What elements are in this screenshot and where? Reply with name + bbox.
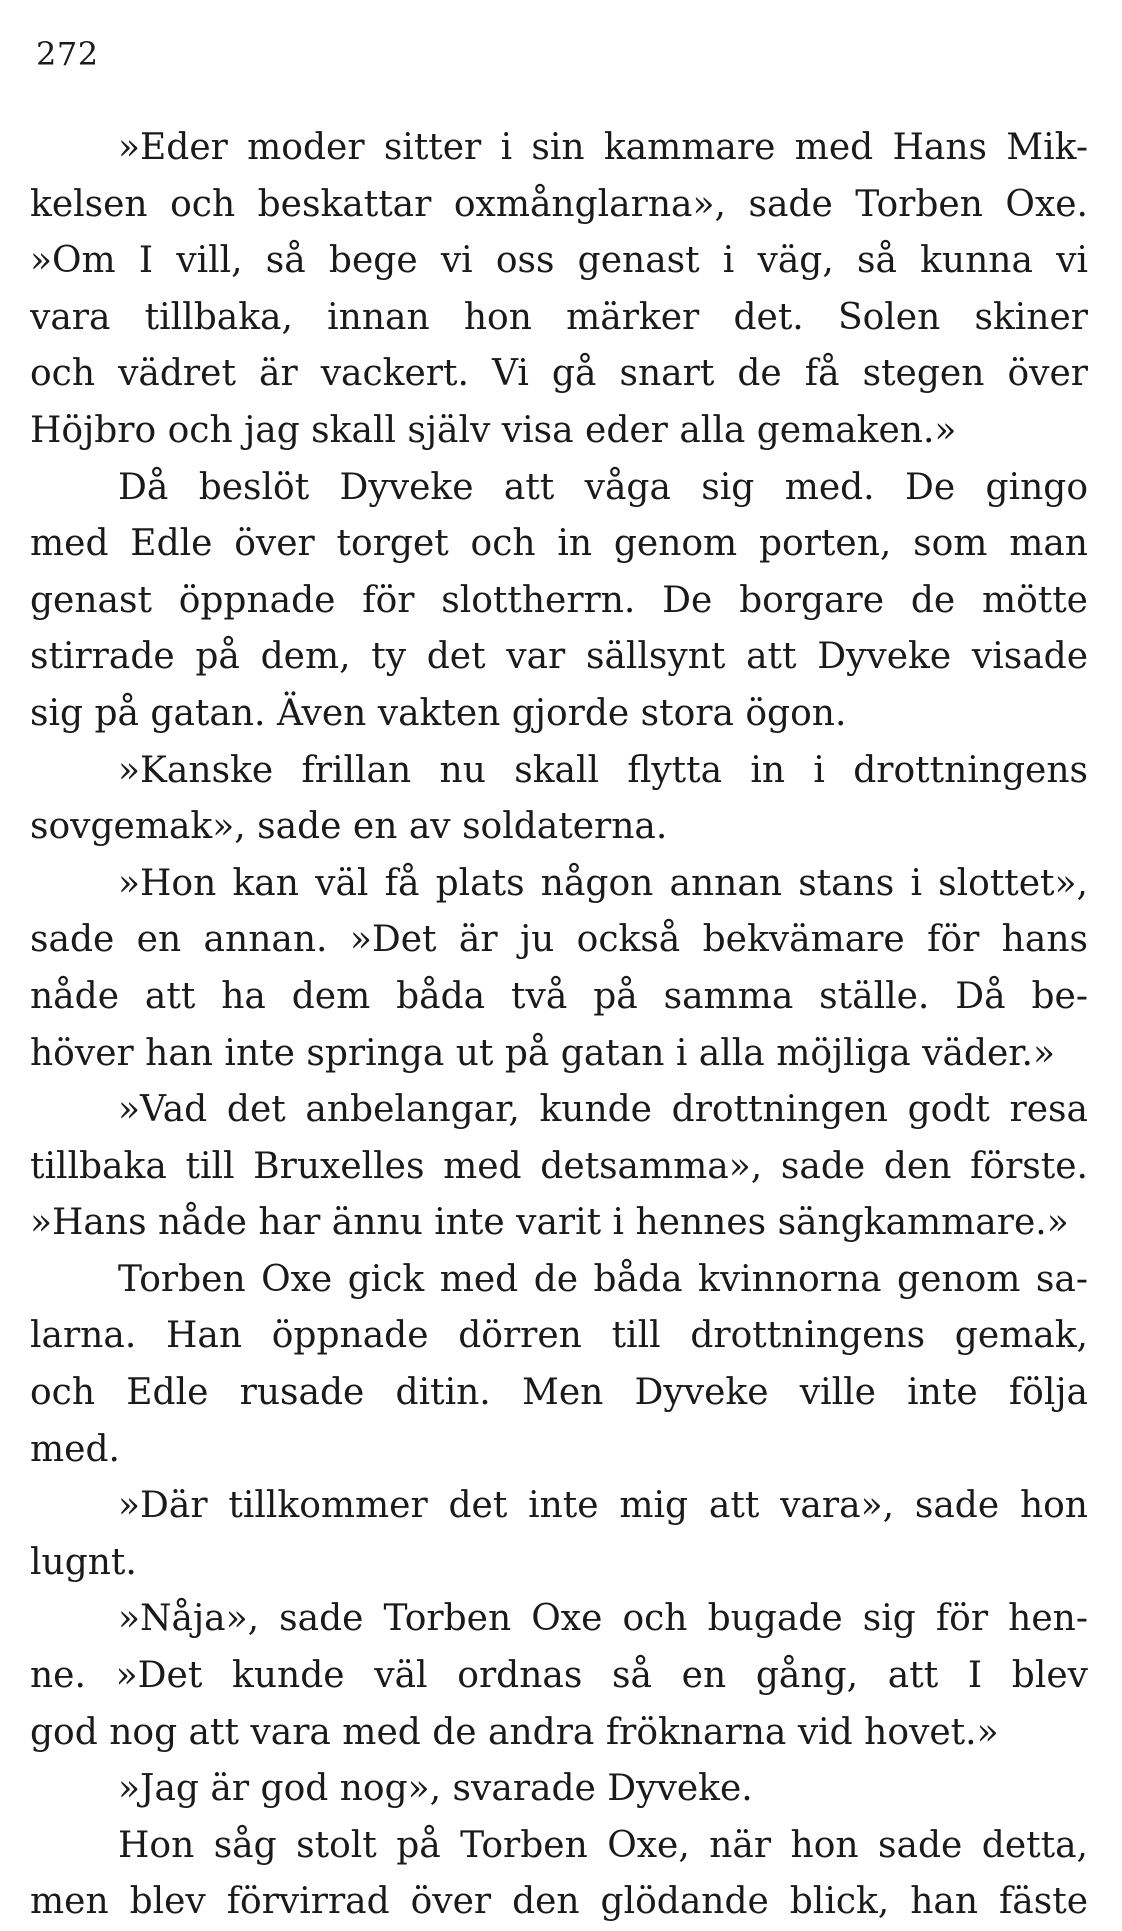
text-line: sig på gatan. Även vakten gjorde stora ögon. bbox=[30, 692, 847, 734]
page-number: 272 bbox=[36, 35, 99, 73]
text-line: »Där tillkommer det inte mig att vara», sade hon bbox=[118, 1485, 1088, 1527]
text-line: Då beslöt Dyveke att våga sig med. De gingo bbox=[118, 466, 1088, 508]
text-line: »Jag är god nog», svarade Dyveke. bbox=[118, 1768, 753, 1810]
text-line: nåde att ha dem båda två på samma ställe. Då be- bbox=[30, 975, 1088, 1017]
text-line: men blev förvirrad över den glödande blick, han fäste bbox=[30, 1881, 1088, 1923]
text-line: och vädret är vackert. Vi gå snart de få stegen över bbox=[30, 353, 1088, 395]
text-line: »Eder moder sitter i sin kammare med Hans Mik- bbox=[118, 127, 1088, 168]
text-line: »Om I vill, så bege vi oss genast i väg, så kunna vi bbox=[30, 240, 1088, 282]
text-line: sade en annan. »Det är ju också bekvämare för hans bbox=[30, 919, 1088, 961]
text-line: Höjbro och jag skall själv visa eder alla gemaken.» bbox=[30, 409, 957, 451]
text-line: kelsen och beskattar oxmånglarna», sade Torben Oxe. bbox=[30, 183, 1088, 225]
text-line: »Hans nåde har ännu inte varit i hennes sängkammare.» bbox=[30, 1202, 1069, 1244]
text-line: »Kanske frillan nu skall flytta in i drottningens bbox=[118, 749, 1088, 791]
text-line: »Nåja», sade Torben Oxe och bugade sig för hen- bbox=[118, 1598, 1088, 1640]
text-line: genast öppnade för slottherrn. De borgare de mötte bbox=[30, 579, 1088, 621]
text-line: larna. Han öppnade dörren till drottningens gemak, bbox=[30, 1315, 1088, 1357]
text-line: höver han inte springa ut på gatan i alla möjliga väder.» bbox=[30, 1032, 1056, 1074]
text-line: Hon såg stolt på Torben Oxe, när hon sade detta, bbox=[118, 1824, 1088, 1866]
text-line: »Vad det anbelangar, kunde drottningen godt resa bbox=[118, 1089, 1088, 1131]
text-line: vara tillbaka, innan hon märker det. Solen skiner bbox=[30, 296, 1088, 338]
text-line: »Hon kan väl få plats någon annan stans i slottet», bbox=[118, 862, 1088, 904]
text-line: med. bbox=[30, 1428, 120, 1470]
text-line: lugnt. bbox=[30, 1541, 137, 1583]
text-line: tillbaka till Bruxelles med detsamma», sade den förste. bbox=[30, 1145, 1088, 1187]
text-line: sovgemak», sade en av soldaterna. bbox=[30, 806, 668, 848]
text-line: stirrade på dem, ty det var sällsynt att Dyveke visade bbox=[30, 636, 1088, 678]
text-line: Torben Oxe gick med de båda kvinnorna genom sa- bbox=[118, 1258, 1088, 1300]
text-line: ne. »Det kunde väl ordnas så en gång, att I blev bbox=[30, 1655, 1088, 1697]
text-line: och Edle rusade ditin. Men Dyveke ville inte följa bbox=[30, 1372, 1088, 1414]
text-line: god nog att vara med de andra fröknarna vid hovet.» bbox=[30, 1711, 999, 1753]
text-line: med Edle över torget och in genom porten, som man bbox=[30, 523, 1088, 565]
body-text bbox=[30, 120, 1088, 1931]
